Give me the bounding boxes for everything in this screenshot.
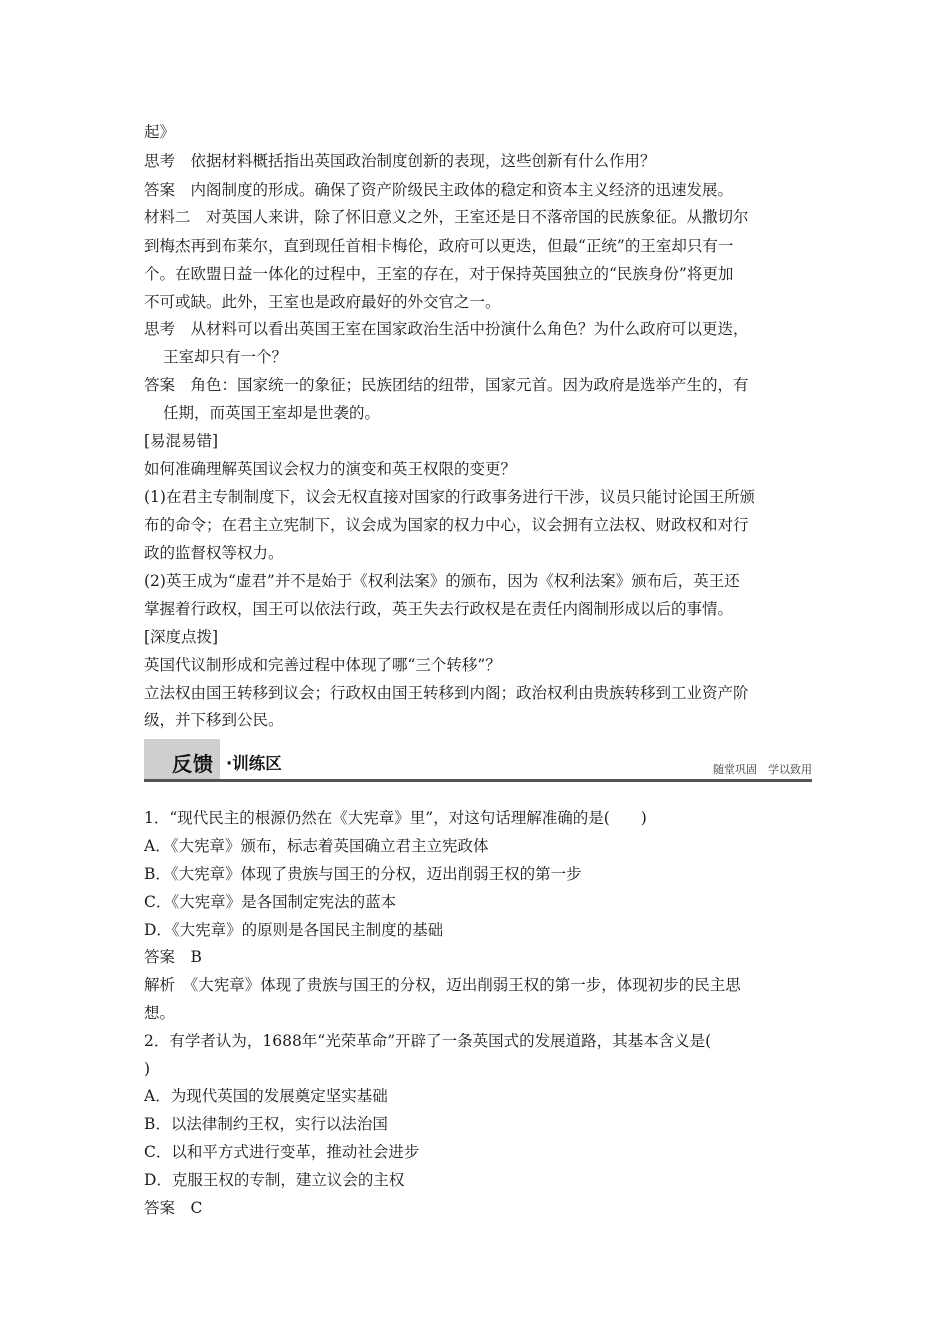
think-question: 思考 从材料可以看出英国王室在国家政治生活中扮演什么角色？为什么政府可以更迭， xyxy=(144,320,749,338)
option-line: D．克服王权的专制，建立议会的主权 xyxy=(144,1171,405,1189)
text-line: (2)英王成为“虚君”并不是始于《权利法案》的颁布，因为《权利法案》颁布后，英王还 xyxy=(144,572,740,590)
section-slogan: 随堂巩固 学以致用 xyxy=(713,763,812,776)
option-line: C．《大宪章》是各国制定宪法的蓝本 xyxy=(144,893,397,911)
answer-line: 答案 角色：国家统一的象征；民族团结的纽带，国家元首。因为政府是选举产生的，有 xyxy=(144,376,749,394)
section-tag: [深度点拨] xyxy=(144,628,219,646)
answer-line: 答案 内阁制度的形成。确保了资产阶级民主政体的稳定和资本主义经济的迅速发展。 xyxy=(144,181,734,199)
question-stem: 2．有学者认为，1688年“光荣革命”开辟了一条英国式的发展道路，其基本含义是( xyxy=(144,1032,712,1050)
text-line: 英国代议制形成和完善过程中体现了哪“三个转移”？ xyxy=(144,656,501,674)
text-line: (1)在君主专制制度下，议会无权直接对国家的行政事务进行干涉，议员只能讨论国王所颁 xyxy=(144,488,755,506)
section-header xyxy=(144,739,812,783)
think-question: 思考 依据材料概括指出英国政治制度创新的表现，这些创新有什么作用？ xyxy=(144,152,656,170)
option-line: B．以法律制约王权，实行以法治国 xyxy=(144,1115,388,1133)
answer-line: 任期，而英国王室却是世袭的。 xyxy=(163,404,381,422)
option-line: C．以和平方式进行变革，推动社会进步 xyxy=(144,1143,420,1161)
section-tag: [易混易错] xyxy=(144,432,219,450)
material-line: 到梅杰再到布莱尔，直到现任首相卡梅伦，政府可以更迭，但最“正统”的王室却只有一 xyxy=(144,237,734,255)
material-line: 个。在欧盟日益一体化的过程中，王室的存在，对于保持英国独立的“民族身份”将更加 xyxy=(144,265,734,283)
text-line: 级，并下移到公民。 xyxy=(144,711,284,729)
material-line: 不可或缺。此外，王室也是政府最好的外交官之一。 xyxy=(144,293,501,311)
text-line: 布的命令；在君主立宪制下，议会成为国家的权力中心，议会拥有立法权、财政权和对行 xyxy=(144,516,749,534)
option-line: B．《大宪章》体现了贵族与国王的分权，迈出削弱王权的第一步 xyxy=(144,865,582,883)
answer-line: 答案 B xyxy=(144,948,202,966)
answer-line: 答案 C xyxy=(144,1199,203,1217)
option-line: D．《大宪章》的原则是各国民主制度的基础 xyxy=(144,921,444,939)
section-title: 反馈 xyxy=(172,752,214,776)
material-line: 材料二 对英国人来讲，除了怀旧意义之外，王室还是日不落帝国的民族象征。从撒切尔 xyxy=(144,208,749,226)
explanation-line: 解析 《大宪章》体现了贵族与国王的分权，迈出削弱王权的第一步，体现初步的民主思 xyxy=(144,976,741,994)
text-line: 起》 xyxy=(144,123,176,141)
think-question: 王室却只有一个？ xyxy=(163,348,288,366)
text-line: 立法权由国王转移到议会；行政权由国王转移到内阁；政治权利由贵族转移到工业资产阶 xyxy=(144,684,749,702)
option-line: A．《大宪章》颁布，标志着英国确立君主立宪政体 xyxy=(144,837,489,855)
section-subtitle: ·训练区 xyxy=(226,754,282,773)
section-divider xyxy=(144,779,812,782)
explanation-line: 想。 xyxy=(144,1004,176,1022)
option-line: A．为现代英国的发展奠定坚实基础 xyxy=(144,1087,388,1105)
text-line: 如何准确理解英国议会权力的演变和英王权限的变更？ xyxy=(144,460,517,478)
question-stem: ) xyxy=(144,1060,151,1078)
question-stem: 1．“现代民主的根源仍然在《大宪章》里”，对这句话理解准确的是( ) xyxy=(144,809,647,827)
text-line: 政的监督权等权力。 xyxy=(144,544,284,562)
text-line: 掌握着行政权，国王可以依法行政，英王失去行政权是在责任内阁制形成以后的事情。 xyxy=(144,600,734,618)
